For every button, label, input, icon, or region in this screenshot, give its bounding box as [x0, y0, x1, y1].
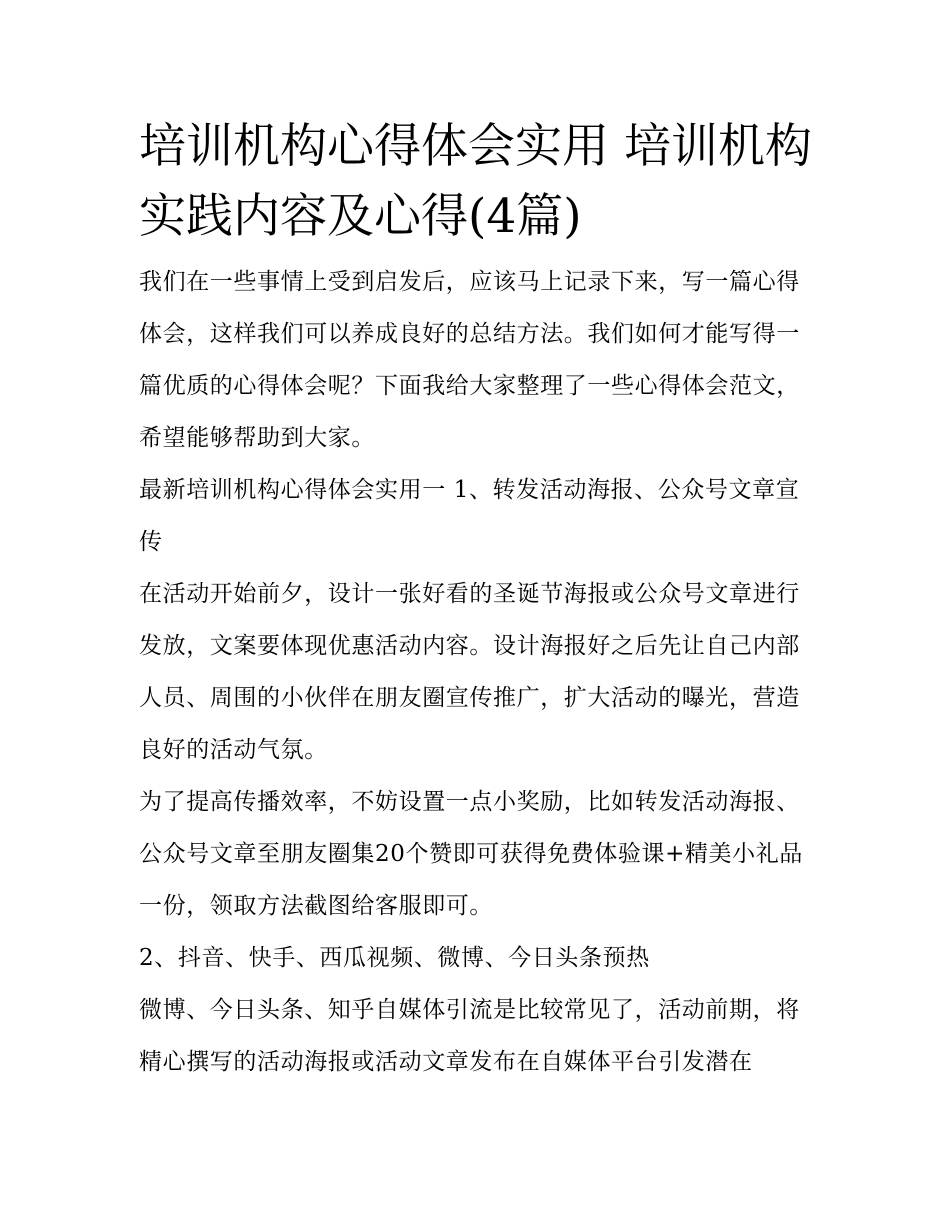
document-title: 培训机构心得体会实用 培训机构实践内容及心得(4篇) [139, 119, 812, 244]
section-2-heading: 2、抖音、快手、西瓜视频、微博、今日头条预热 [139, 945, 650, 971]
section-2-paragraph: 微博、今日头条、知乎自媒体引流是比较常见了，活动前期，将精心撰写的活动海报或活动文章发布在自媒体平台引发潜在 [139, 997, 800, 1075]
document-body [139, 112, 819, 1088]
intro-paragraph: 我们在一些事情上受到启发后，应该马上记录下来，写一篇心得体会，这样我们可以养成良好的总结方法。我们如何才能写得一篇优质的心得体会呢？下面我给大家整理了一些心得体会范文，希望能够帮助到大家。 [139, 269, 800, 451]
incentive-paragraph: 为了提高传播效率，不妨设置一点小奖励，比如转发活动海报、公众号文章至朋友圈集20个赞即可获得免费体验课+精美小礼品一份，领取方法截图给客服即可。 [139, 789, 803, 919]
section-1-heading: 最新培训机构心得体会实用一 1、转发活动海报、公众号文章宣传 [139, 477, 800, 555]
section-1-paragraph: 在活动开始前夕，设计一张好看的圣诞节海报或公众号文章进行发放，文案要体现优惠活动内容。设计海报好之后先让自己内部人员、周围的小伙伴在朋友圈宣传推广，扩大活动的曝光，营造良好的活动气氛。 [139, 581, 800, 763]
